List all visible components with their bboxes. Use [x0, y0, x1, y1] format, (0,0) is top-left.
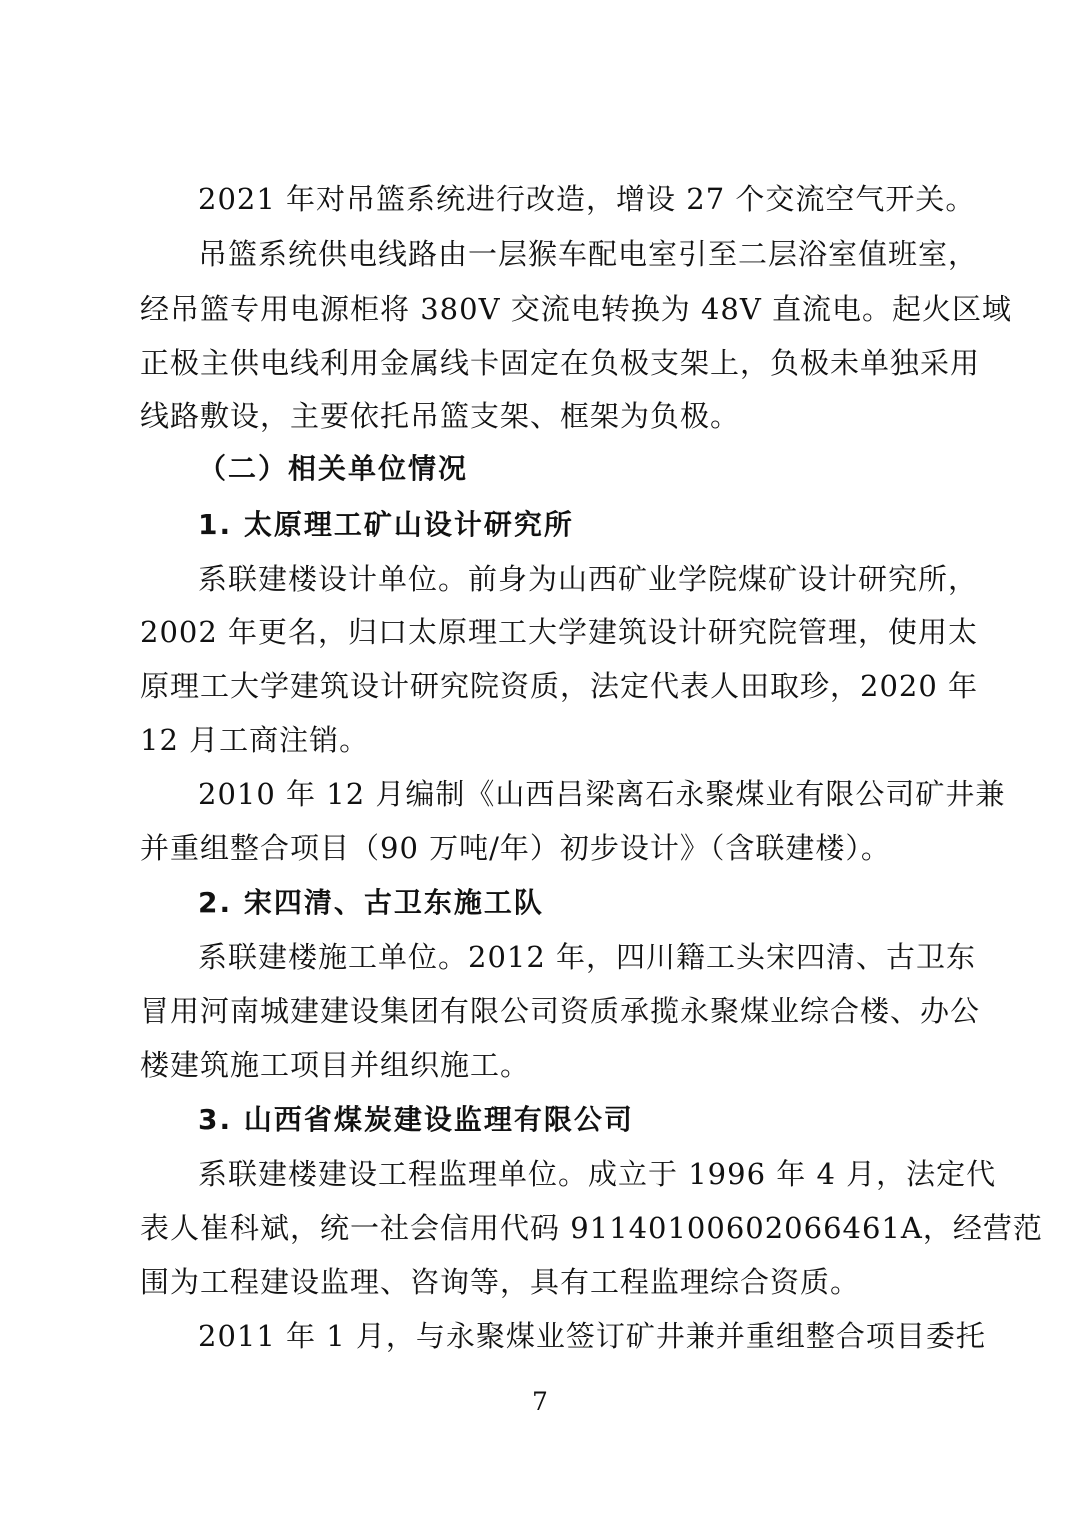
section-heading: （二）相关单位情况	[198, 452, 469, 485]
paragraph-line: 系联建楼建设工程监理单位。成立于 1996 年 4 月，法定代	[198, 1157, 997, 1191]
paragraph-line: 线路敷设，主要依托吊篮支架、框架为负极。	[140, 399, 741, 433]
subsection-heading: 3. 山西省煤炭建设监理有限公司	[198, 1103, 634, 1136]
paragraph-line: 围为工程建设监理、咨询等，具有工程监理综合资质。	[140, 1265, 861, 1299]
subsection-heading: 2. 宋四清、古卫东施工队	[198, 886, 544, 919]
page-number: 7	[532, 1387, 548, 1416]
paragraph-line: 2002 年更名，归口太原理工大学建筑设计研究院管理，使用太	[140, 615, 979, 649]
paragraph-line: 正极主供电线利用金属线卡固定在负极支架上，负极未单独采用	[140, 346, 981, 380]
subsection-heading: 1. 太原理工矿山设计研究所	[198, 508, 574, 541]
paragraph-line: 2021 年对吊篮系统进行改造，增设 27 个交流空气开关。	[198, 182, 976, 216]
paragraph-line: 表人崔科斌，统一社会信用代码 91140100602066461A，经营范	[140, 1211, 1043, 1245]
paragraph-line: 吊篮系统供电线路由一层猴车配电室引至二层浴室值班室，	[198, 237, 979, 271]
paragraph-line: 楼建筑施工项目并组织施工。	[140, 1048, 531, 1082]
paragraph-line: 2010 年 12 月编制《山西吕梁离石永聚煤业有限公司矿井兼	[198, 777, 1006, 811]
paragraph-line: 并重组整合项目（90 万吨/年）初步设计》（含联建楼）。	[140, 831, 891, 865]
paragraph-line: 冒用河南城建建设集团有限公司资质承揽永聚煤业综合楼、办公	[140, 994, 981, 1028]
paragraph-line: 系联建楼设计单位。前身为山西矿业学院煤矿设计研究所，	[198, 562, 979, 596]
paragraph-line: 经吊篮专用电源柜将 380V 交流电转换为 48V 直流电。起火区域	[140, 292, 1013, 326]
paragraph-line: 原理工大学建筑设计研究院资质，法定代表人田取珍，2020 年	[140, 669, 979, 703]
paragraph-line: 2011 年 1 月，与永聚煤业签订矿井兼并重组整合项目委托	[198, 1319, 986, 1353]
paragraph-line: 12 月工商注销。	[140, 723, 370, 757]
paragraph-line: 系联建楼施工单位。2012 年，四川籍工头宋四清、古卫东	[198, 940, 977, 974]
